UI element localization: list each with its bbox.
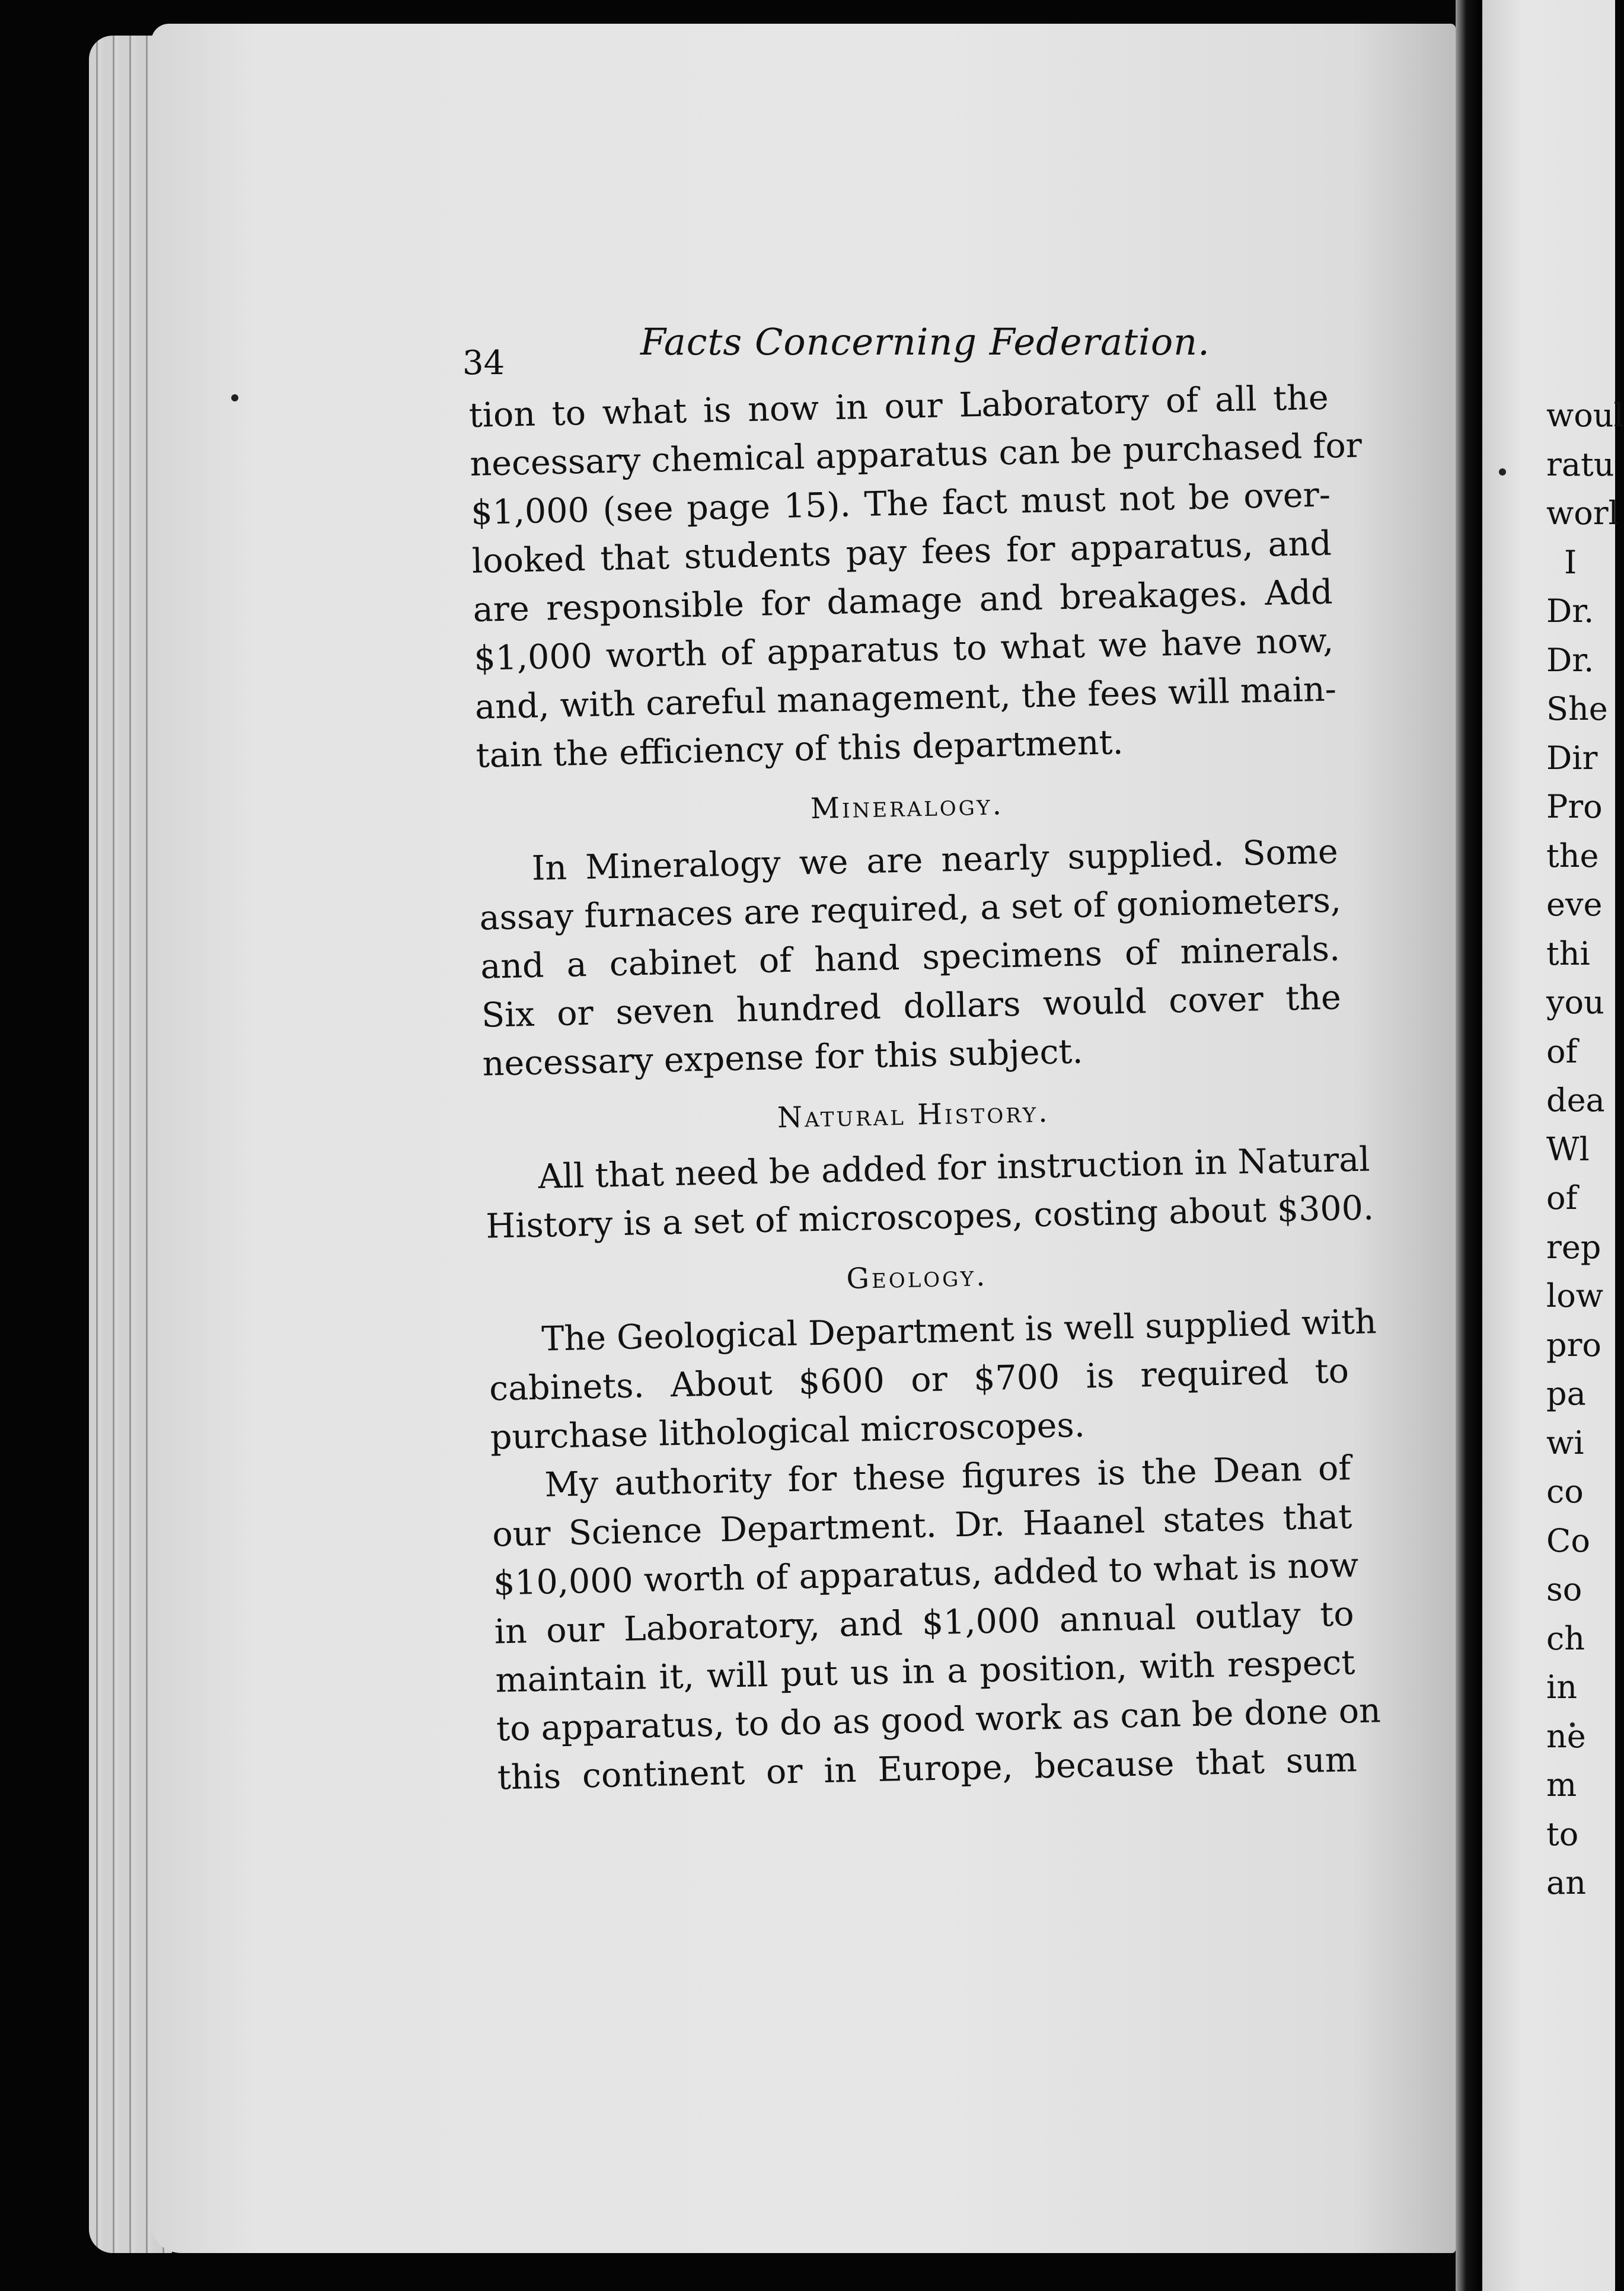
facing-line: ch [1546, 1619, 1585, 1657]
facing-line: Dir [1546, 739, 1598, 777]
facing-line: Wl [1546, 1130, 1590, 1168]
text-line: to apparatus, to do as good work as can be done on [496, 1691, 1381, 1749]
facing-line: Dr. [1546, 641, 1594, 679]
page-number: 34 [462, 344, 505, 382]
facing-line: dea [1546, 1081, 1605, 1119]
paragraph [488, 1298, 1377, 1462]
running-title: Facts Concerning Federation. [640, 320, 1210, 363]
text-line: this continent or in Europe, because that sum [497, 1740, 1358, 1798]
facing-line: in [1546, 1668, 1578, 1706]
facing-line: of [1546, 1179, 1578, 1217]
book-gutter [1456, 0, 1482, 2291]
facing-line: co [1546, 1473, 1584, 1510]
facing-line: eve [1546, 886, 1603, 923]
text-line: All that need be added for instruction in Natural [538, 1140, 1370, 1196]
text-line: our Science Department. Dr. Haanel states that [492, 1497, 1352, 1555]
text-line: assay furnaces are required, a set of goniometers, [478, 880, 1342, 938]
text-line: maintain it, will put us in a position, with respect [494, 1643, 1355, 1700]
body-text [468, 374, 1381, 1802]
section-heading-natural-history: Natural History. [777, 1095, 1050, 1135]
text-line: necessary chemical apparatus can be purchased for [469, 426, 1363, 484]
facing-line: worl [1546, 494, 1619, 532]
facing-line: you [1546, 984, 1604, 1021]
facing-line: woul [1546, 397, 1624, 434]
paragraph [484, 1135, 1374, 1250]
text-line: In Mineralogy we are nearly supplied. Some [531, 832, 1339, 888]
text-line: $1,000 worth of apparatus to what we have now, [473, 621, 1334, 678]
text-line: $1,000 (see page 15). The fact must not be over- [470, 475, 1331, 532]
facing-line: I [1564, 543, 1577, 581]
facing-line: pa [1546, 1375, 1586, 1412]
paragraph [491, 1444, 1381, 1802]
text-line: $10,000 worth of apparatus, added to what is now [493, 1546, 1359, 1603]
facing-line: Co [1546, 1521, 1590, 1559]
facing-line: rep [1546, 1228, 1601, 1266]
facing-line: Dr. [1546, 592, 1594, 630]
section-heading-geology: Geology. [846, 1259, 988, 1296]
text-line: History is a set of microscopes, costing about $300. [485, 1188, 1374, 1246]
facing-line: the [1546, 837, 1599, 875]
facing-line: of [1546, 1032, 1578, 1070]
text-line: tain the efficiency of this department. [476, 723, 1124, 776]
text-line: My authority for these figures is the Dean of [544, 1448, 1352, 1505]
facing-line: Pro [1546, 788, 1603, 825]
facing-page-text [1546, 391, 1624, 1908]
text-line: in our Laboratory, and $1,000 annual outlay to [494, 1594, 1355, 1652]
text-line: purchase lithological microscopes. [490, 1405, 1086, 1457]
text-line: cabinets. About $600 or $700 is required to [489, 1351, 1349, 1409]
facing-line: low [1546, 1277, 1604, 1314]
text-line: The Geological Department is well supplied with [541, 1302, 1377, 1359]
section-heading-mineralogy: Mineralogy. [810, 788, 1004, 826]
facing-line: so [1546, 1571, 1582, 1608]
paragraph [468, 374, 1363, 780]
text-line: Six or seven hundred dollars would cover the [481, 978, 1342, 1035]
facing-line: m [1546, 1766, 1577, 1804]
facing-line: She [1546, 690, 1608, 727]
text-line: tion to what is now in our Laboratory of all the [468, 378, 1329, 435]
paragraph [478, 827, 1342, 1088]
facing-line: wi [1546, 1424, 1584, 1462]
text-line: necessary expense for this subject. [482, 1032, 1084, 1084]
facing-line: ne [1546, 1717, 1586, 1755]
text-line: are responsible for damage and breakages. Add [473, 572, 1333, 630]
ink-speck [1499, 468, 1506, 476]
facing-line: to [1546, 1815, 1579, 1853]
facing-line: thi [1546, 934, 1590, 972]
facing-line: ratu [1546, 445, 1615, 483]
text-line: and, with careful management, the fees will main- [474, 669, 1337, 727]
text-line: looked that students pay fees for apparatus, and [471, 524, 1332, 581]
facing-line: pro [1546, 1326, 1601, 1364]
text-line: and a cabinet of hand specimens of minerals. [480, 929, 1341, 987]
ink-speck [231, 394, 238, 401]
facing-line: an [1546, 1864, 1586, 1901]
